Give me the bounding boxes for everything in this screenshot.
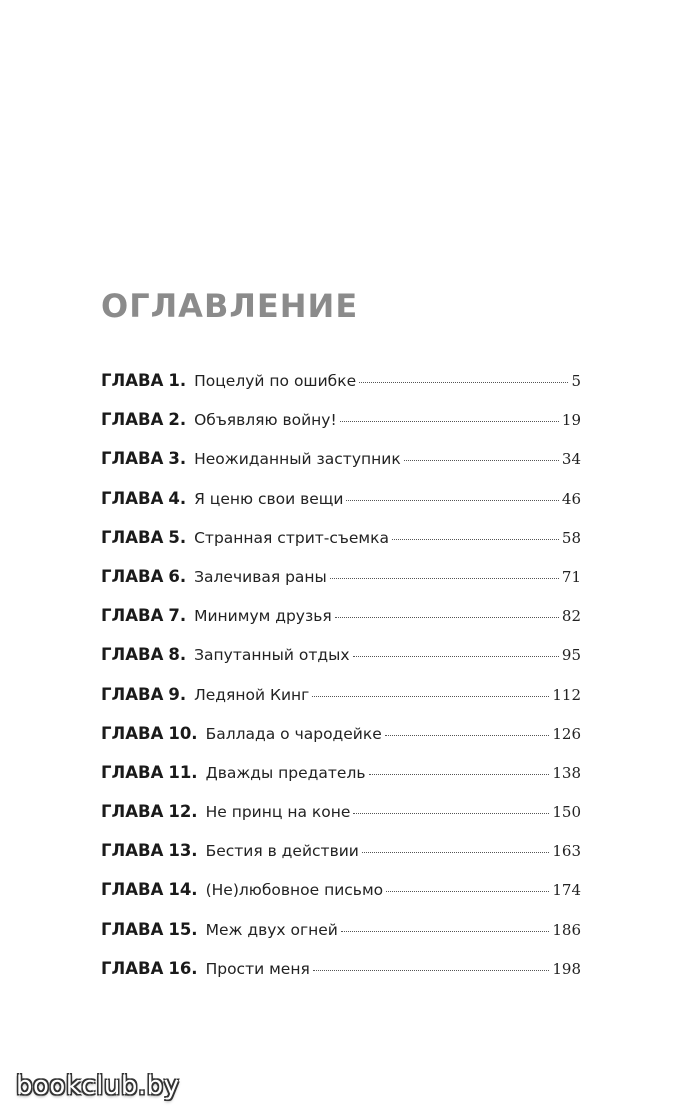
chapter-number: 16.	[168, 958, 198, 978]
page-number: 95	[561, 646, 581, 665]
chapter-title: Поцелуй по ошибке	[194, 372, 357, 390]
chapter-title: Неожиданный заступник	[194, 450, 401, 469]
watermark: bookclub.by	[16, 1071, 180, 1101]
chapter-title: Бестия в действии	[205, 842, 359, 861]
toc-entry[interactable]	[101, 489, 581, 528]
chapter-label: ГЛАВА	[101, 684, 164, 704]
dot-leader	[340, 421, 559, 422]
toc-entry[interactable]	[101, 371, 581, 410]
page-number: 58	[561, 528, 581, 547]
chapter-number: 14.	[168, 880, 198, 900]
chapter-label: ГЛАВА	[101, 566, 164, 586]
chapter-title: Объявляю войну!	[194, 411, 337, 430]
toc-entry[interactable]	[101, 528, 581, 567]
chapter-number: 5.	[168, 527, 187, 547]
chapter-label: ГЛАВА	[101, 645, 164, 665]
dot-leader	[353, 656, 559, 657]
dot-leader	[313, 970, 550, 971]
chapter-label: ГЛАВА	[101, 449, 164, 469]
toc-entry[interactable]	[101, 802, 581, 841]
chapter-title: Ледяной Кинг	[194, 685, 310, 704]
toc-entry[interactable]	[101, 841, 581, 880]
chapter-label: ГЛАВА	[101, 410, 164, 430]
dot-leader	[386, 891, 549, 892]
chapter-label: ГЛАВА	[101, 841, 164, 861]
chapter-title: Залечивая раны	[194, 567, 327, 586]
toc-entry[interactable]	[101, 645, 581, 684]
page-number: 5	[571, 372, 581, 390]
dot-leader	[330, 578, 559, 579]
page-number: 150	[552, 803, 581, 822]
toc-entry[interactable]	[101, 724, 581, 763]
chapter-number: 12.	[168, 802, 198, 822]
chapter-label: ГЛАВА	[101, 919, 164, 939]
page-number: 174	[552, 881, 581, 900]
chapter-title: Не принц на коне	[205, 803, 351, 822]
dot-leader	[392, 539, 559, 540]
dot-leader	[346, 500, 558, 501]
chapter-label: ГЛАВА	[101, 723, 164, 743]
chapter-number: 2.	[168, 410, 187, 430]
page-number: 163	[552, 842, 581, 861]
page-number: 19	[561, 411, 581, 430]
chapter-label: ГЛАВА	[101, 606, 164, 626]
toc-entry[interactable]	[101, 880, 581, 919]
chapter-number: 9.	[168, 684, 187, 704]
chapter-title: (Не)любовное письмо	[205, 881, 384, 900]
page-number: 71	[561, 567, 581, 586]
page-number: 112	[552, 685, 581, 704]
toc-entry[interactable]	[101, 606, 581, 645]
page-number: 126	[552, 724, 581, 743]
dot-leader	[404, 460, 559, 461]
toc-entry[interactable]	[101, 763, 581, 802]
toc-entry[interactable]	[101, 449, 581, 488]
dot-leader	[335, 617, 559, 618]
dot-leader	[359, 382, 568, 383]
chapter-title: Дважды предатель	[205, 763, 366, 782]
chapter-title: Минимум друзья	[194, 607, 332, 626]
page-number: 186	[552, 920, 581, 939]
chapter-title: Запутанный отдых	[194, 646, 350, 665]
dot-leader	[353, 813, 549, 814]
chapter-number: 8.	[168, 645, 187, 665]
dot-leader	[341, 931, 549, 932]
chapter-title: Я ценю свои вещи	[194, 489, 344, 508]
page-number: 198	[552, 959, 581, 978]
chapter-label: ГЛАВА	[101, 488, 164, 508]
toc-entry[interactable]	[101, 959, 581, 998]
chapter-number: 4.	[168, 488, 187, 508]
chapter-number: 6.	[168, 566, 187, 586]
dot-leader	[312, 696, 549, 697]
dot-leader	[362, 852, 550, 853]
dot-leader	[369, 774, 550, 775]
chapter-label: ГЛАВА	[101, 527, 164, 547]
chapter-title: Странная стрит-съемка	[194, 528, 389, 547]
chapter-title: Прости меня	[205, 959, 310, 978]
chapter-number: 10.	[168, 723, 198, 743]
chapter-label: ГЛАВА	[101, 371, 164, 390]
page-number: 138	[552, 763, 581, 782]
chapter-label: ГЛАВА	[101, 880, 164, 900]
chapter-title: Меж двух огней	[205, 920, 338, 939]
chapter-number: 15.	[168, 919, 198, 939]
toc-entry[interactable]	[101, 920, 581, 959]
toc-entry[interactable]	[101, 685, 581, 724]
chapter-label: ГЛАВА	[101, 802, 164, 822]
chapter-number: 1.	[168, 371, 187, 390]
toc-heading: ОГЛАВЛЕНИЕ	[101, 287, 359, 325]
chapter-label: ГЛАВА	[101, 762, 164, 782]
toc-entry[interactable]	[101, 410, 581, 449]
chapter-number: 7.	[168, 606, 187, 626]
page-number: 34	[561, 450, 581, 469]
chapter-number: 3.	[168, 449, 187, 469]
page-number: 46	[561, 489, 581, 508]
chapter-title: Баллада о чародейке	[205, 724, 382, 743]
page-number: 82	[561, 607, 581, 626]
chapter-label: ГЛАВА	[101, 958, 164, 978]
chapter-number: 13.	[168, 841, 198, 861]
dot-leader	[385, 735, 550, 736]
toc-entry[interactable]	[101, 567, 581, 606]
chapter-number: 11.	[168, 762, 198, 782]
toc-list	[101, 371, 581, 998]
